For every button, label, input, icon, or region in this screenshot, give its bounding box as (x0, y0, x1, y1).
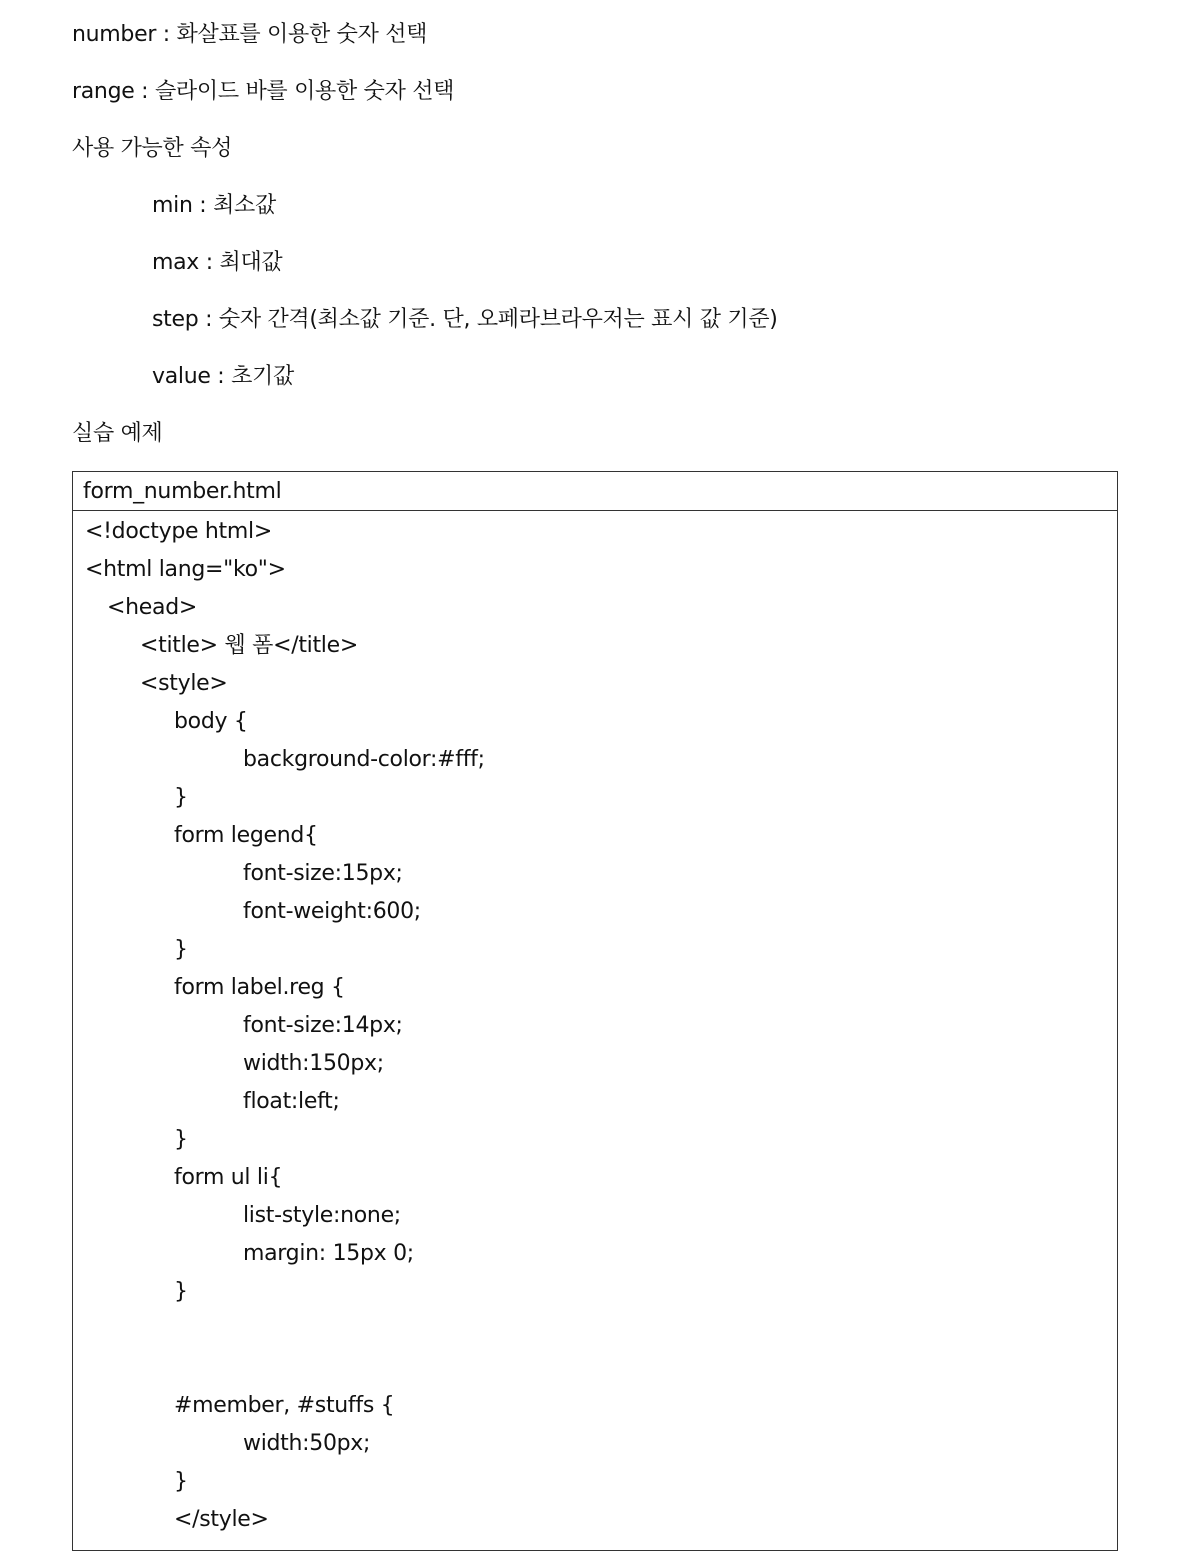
number-description: number : 화살표를 이용한 숫자 선택 (72, 22, 428, 47)
attribute-step: step : 숫자 간격(최소값 기준. 단, 오페라브라우저는 표시 값 기준) (152, 307, 778, 332)
code-line: width:150px; (243, 1051, 384, 1076)
code-line: } (174, 785, 188, 810)
code-line: } (174, 1469, 188, 1494)
attribute-max: max : 최대값 (152, 250, 283, 275)
code-filename: form_number.html (83, 479, 282, 504)
code-line: } (174, 1127, 188, 1152)
code-line: <style> (140, 671, 228, 696)
attribute-min: min : 최소값 (152, 193, 276, 218)
code-line: <head> (107, 595, 197, 620)
code-line: margin: 15px 0; (243, 1241, 414, 1266)
code-box-header (73, 472, 1117, 511)
range-description: range : 슬라이드 바를 이용한 숫자 선택 (72, 79, 455, 104)
code-line: body { (174, 709, 248, 734)
code-line: form legend{ (174, 823, 318, 848)
code-line: list-style:none; (243, 1203, 401, 1228)
code-line: width:50px; (243, 1431, 371, 1456)
example-heading: 실습 예제 (72, 421, 163, 446)
attributes-heading: 사용 가능한 속성 (72, 136, 233, 161)
code-line: font-size:15px; (243, 861, 403, 886)
code-line: <!doctype html> (85, 519, 272, 544)
code-line: float:left; (243, 1089, 340, 1114)
code-line: #member, #stuffs { (174, 1393, 395, 1418)
code-line: form ul li{ (174, 1165, 283, 1190)
code-line: </style> (174, 1507, 269, 1532)
code-line: } (174, 937, 188, 962)
code-line: <title> 웹 폼</title> (140, 633, 358, 658)
code-line: font-weight:600; (243, 899, 421, 924)
code-line: <html lang="ko"> (85, 557, 286, 582)
code-line: font-size:14px; (243, 1013, 403, 1038)
code-line: } (174, 1279, 188, 1304)
code-example-box (72, 471, 1118, 1551)
code-line: form label.reg { (174, 975, 345, 1000)
code-line: background-color:#fff; (243, 747, 485, 772)
attribute-value: value : 초기값 (152, 364, 294, 389)
